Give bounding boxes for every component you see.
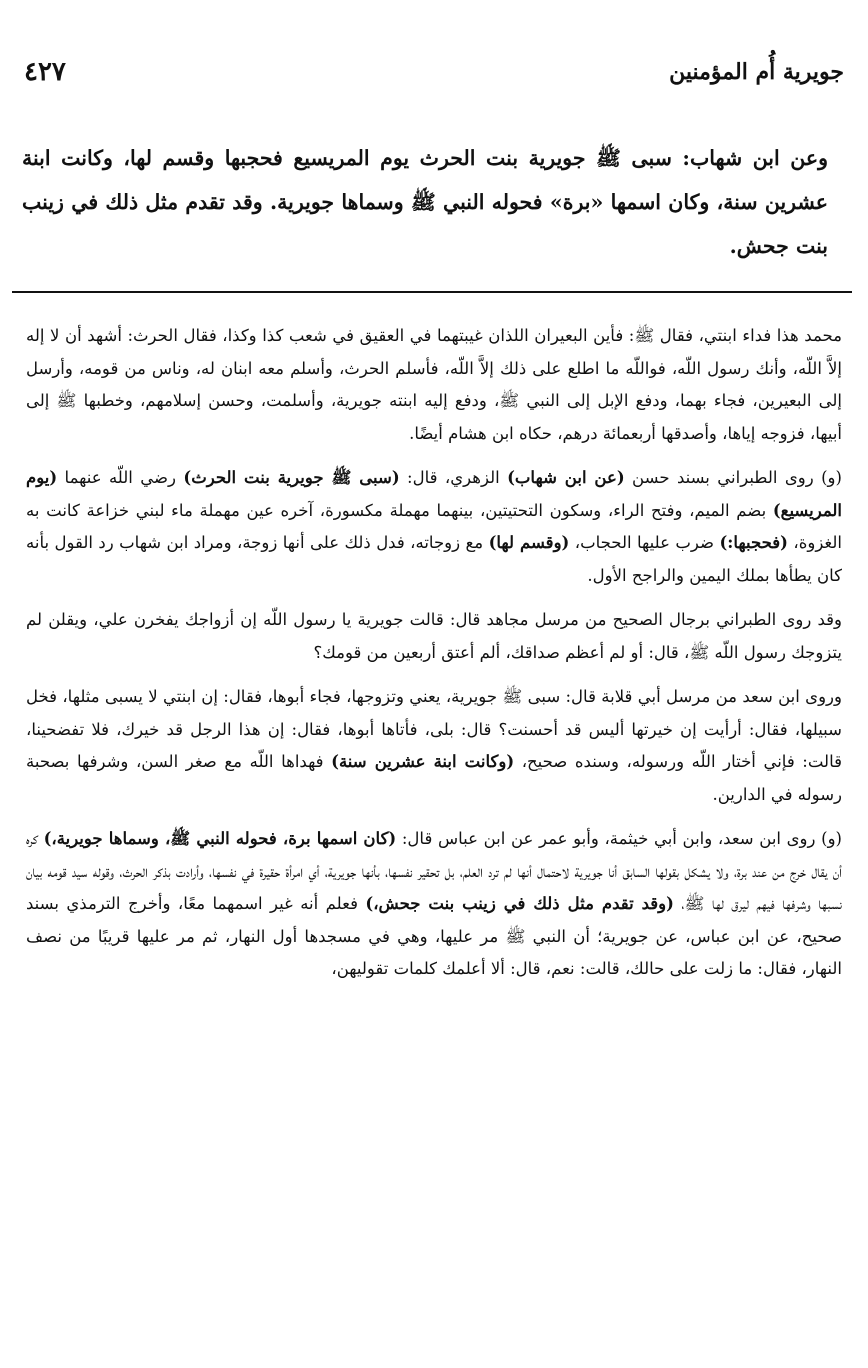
separator-rule: [12, 291, 852, 293]
page-number: ٤٢٧: [24, 57, 66, 87]
text-run: الزهري، قال:: [399, 468, 508, 487]
text-run: بضم الميم، وفتح الراء، وسكون التحتيتين، بينهما مهملة مكسورة، آخره عين مهملة ماء لبني خزاعة كانت به الغزوة،: [26, 500, 842, 552]
text-run: كره أن يقال خرج من عند برة، ولا يشكل بقولها السابق أنا جويرية لاحتمال أنها لم ترد العلم، بل تحقير نفسها، بأنها جويرية، أي امرأة حقيرة في نفسها، وأرادت بذكر الحرث، وقوله سيد قومه بيان نسبها وشرفها فيهم ليرق لها ﷺ،: [26, 829, 842, 913]
quoted-phrase: (عن ابن شهاب): [507, 468, 625, 487]
running-header: [24, 52, 844, 92]
text-run: ضرب عليها الحجاب،: [569, 533, 720, 552]
text-run: رضي اللّه عنهما: [57, 468, 184, 487]
running-title: جويرية أُم المؤمنين: [669, 59, 844, 85]
text-run: محمد هذا فداء ابنتي، فقال ﷺ: فأين البعيران اللذان غيبتهما في العقيق في شعب كذا وكذا، فقال الحرث: أشهد أن لا إله إلاَّ اللّه، وأنك رسول اللّه، فواللّه ما اطلع على ذلك إلاَّ اللّه، فأسلم الحرث، وأسلم معه ابنان له، وناس من قومه، وأرسل إلى البعيرين، فجاء بهما، ودفع الإبل إلى النبي ﷺ، ودفع إليه ابنته جويرية، وأسلمت، وحسن إسلامهم، وخطبها ﷺ إلى أبيها، فزوجه إياها، وأصدقها أربعمائة درهم، حكاه ابن هشام أيضًا.: [26, 326, 842, 443]
quoted-phrase: (فحجبها:): [719, 533, 788, 552]
commentary-paragraph-1: [26, 320, 842, 450]
text-run: (و) روى ابن سعد، وابن أبي خيثمة، وأبو عمر عن ابن عباس قال:: [396, 829, 842, 848]
quoted-phrase: (كان اسمها برة، فحوله النبي ﷺ، وسماها جويرية،): [43, 829, 397, 848]
text-run: وقد روى الطبراني برجال الصحيح من مرسل مجاهد قال: قالت جويرية يا رسول اللّه إن أزواجك يفخرن علي، ويقلن لم يتزوجك رسول اللّه ﷺ، قال: أو لم أعظم صداقك، ألم أعتق أربعين من قومك؟: [26, 610, 842, 662]
text-run: مع زوجاته، فدل ذلك على أنها زوجة، ومراد ابن شهاب رد القول بأنه كان يطأها بملك اليمين والراجح الأول.: [26, 533, 842, 585]
text-run: وروى ابن سعد من مرسل أبي قلابة قال: سبى ﷺ جويرية، يعني وتزوجها، فجاء أبوها، فقال: إن ابنتي لا يسبى مثلها، فخل سبيلها، فقال: أرأيت إن خيرتها أليس قد أحسنت؟ قال: بلى، فأتاها أبوها، فقال: إن هذا الرجل قد خيرك، فلا تفضحينا، قالت: فإني أختار اللّه ورسوله، وسنده صحيح،: [26, 687, 842, 771]
text-run: (و) روى الطبراني بسند حسن: [624, 468, 842, 487]
commentary-paragraph-4: [26, 681, 842, 811]
text-run: فهداها اللّه مع صغر السن، وشرفها بصحبة رسوله في الدارين.: [26, 752, 842, 804]
commentary-paragraph-3: [26, 604, 842, 669]
quoted-phrase: (يوم المريسيع): [26, 468, 842, 520]
commentary-paragraph-5: [26, 823, 842, 986]
quoted-phrase: (وقسم لها): [488, 533, 570, 552]
text-run: فعلم أنه غير اسمهما معًا، وأخرج الترمذي بسند صحيح، عن ابن عباس، عن جويرية؛ أن النبي ﷺ مر عليها، وهي في مسجدها أول النهار، ثم مر عليها قريبًا من نصف النهار، فقال: ما زلت على حالك، قالت: نعم، قال: ألا أعلمك كلمات تقوليهن،: [26, 894, 842, 978]
commentary-paragraph-2: [26, 462, 842, 592]
commentary: [26, 320, 842, 998]
quoted-phrase: (وكانت ابنة عشرين سنة): [331, 752, 515, 771]
main-text-paragraph: وعن ابن شهاب: سبى ﷺ جويرية بنت الحرث يوم المريسيع فحجبها وقسم لها، وكانت ابنة عشرين سنة، وكان اسمها «برة» فحوله النبي ﷺ وسماها جويرية. وقد تقدم مثل ذلك في زينب بنت جحش.: [22, 146, 828, 258]
main-text: [22, 136, 828, 268]
quoted-phrase: (سبى ﷺ جويرية بنت الحرث): [183, 468, 400, 487]
quoted-phrase: (وقد تقدم مثل ذلك في زينب بنت جحش،): [365, 894, 674, 913]
